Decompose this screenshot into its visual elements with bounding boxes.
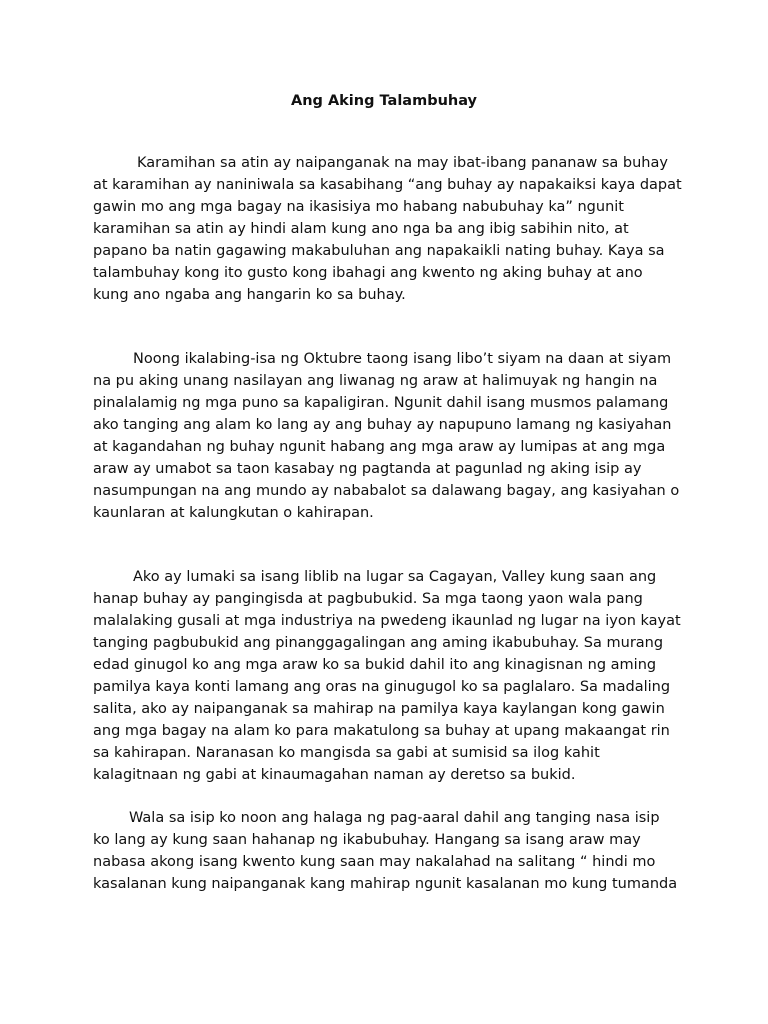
paragraph-line: papano ba natin gagawing makabuluhan ang napakaikli nating buhay. Kaya sa [93, 243, 665, 259]
paragraph-line: salita, ako ay naipanganak sa mahirap na pamilya kaya kaylangan kong gawin [93, 701, 665, 717]
paragraph-line: ang mga bagay na alam ko para makatulong sa buhay at upang makaangat rin [93, 723, 670, 739]
paragraph-line: na pu aking unang nasilayan ang liwanag ng araw at halimuyak ng hangin na [93, 373, 658, 389]
document-title: Ang Aking Talambuhay [290, 93, 478, 109]
paragraph-line: Noong ikalabing-isa ng Oktubre taong isang libo’t siyam na daan at siyam [133, 351, 672, 367]
paragraph-line: tanging pagbubukid ang pinanggagalingan ang aming ikabubuhay. Sa murang [93, 635, 664, 651]
paragraph-line: edad ginugol ko ang mga araw ko sa bukid dahil ito ang kinagisnan ng aming [93, 657, 657, 673]
paragraph-line: talambuhay kong ito gusto kong ibahagi ang kwento ng aking buhay at ano [93, 265, 643, 281]
paragraph-line: nasumpungan na ang mundo ay nababalot sa dalawang bagay, ang kasiyahan o [93, 483, 680, 499]
paragraph-line: karamihan sa atin ay hindi alam kung ano nga ba ang ibig sabihin nito, at [93, 221, 629, 237]
paragraph-line: ako tanging ang alam ko lang ay ang buhay ay napupuno lamang ng kasiyahan [93, 417, 672, 433]
paragraph-line: kasalanan kung naipanganak kang mahirap ngunit kasalanan mo kung tumanda [93, 876, 678, 892]
paragraph-line: kalagitnaan ng gabi at kinaumagahan naman ay deretso sa bukid. [93, 767, 576, 783]
paragraph-line: pamilya kaya konti lamang ang oras na ginugugol ko sa paglalaro. Sa madaling [93, 679, 671, 695]
paragraph-line: pinalalamig ng mga puno sa kapaligiran. Ngunit dahil isang musmos palamang [93, 395, 669, 411]
paragraph-line: kung ano ngaba ang hangarin ko sa buhay. [93, 287, 406, 303]
paragraph-line: gawin mo ang mga bagay na ikasisiya mo habang nabubuhay ka” ngunit [93, 199, 624, 215]
paragraph-line: Wala sa isip ko noon ang halaga ng pag-aaral dahil ang tanging nasa isip [129, 810, 660, 826]
paragraph-line: sa kahirapan. Naranasan ko mangisda sa gabi at sumisid sa ilog kahit [93, 745, 600, 761]
paragraph-line: nabasa akong isang kwento kung saan may nakalahad na salitang “ hindi mo [93, 854, 656, 870]
paragraph-line: araw ay umabot sa taon kasabay ng pagtanda at pagunlad ng aking isip ay [93, 461, 642, 477]
paragraph-line: hanap buhay ay pangingisda at pagbubukid. Sa mga taong yaon wala pang [93, 591, 643, 607]
paragraph-line: kaunlaran at kalungkutan o kahirapan. [93, 505, 374, 521]
paragraph-line: malalaking gusali at mga industriya na pwedeng ikaunlad ng lugar na iyon kayat [93, 613, 681, 629]
paragraph-line: at karamihan ay naniniwala sa kasabihang “ang buhay ay napakaiksi kaya dapat [93, 177, 682, 193]
paragraph-line: ko lang ay kung saan hahanap ng ikabubuhay. Hangang sa isang araw may [93, 832, 641, 848]
paragraph-line: Karamihan sa atin ay naipanganak na may ibat-ibang pananaw sa buhay [137, 155, 668, 171]
paragraph-line: Ako ay lumaki sa isang liblib na lugar sa Cagayan, Valley kung saan ang [133, 569, 657, 585]
paragraph-line: at kagandahan ng buhay ngunit habang ang mga araw ay lumipas at ang mga [93, 439, 666, 455]
